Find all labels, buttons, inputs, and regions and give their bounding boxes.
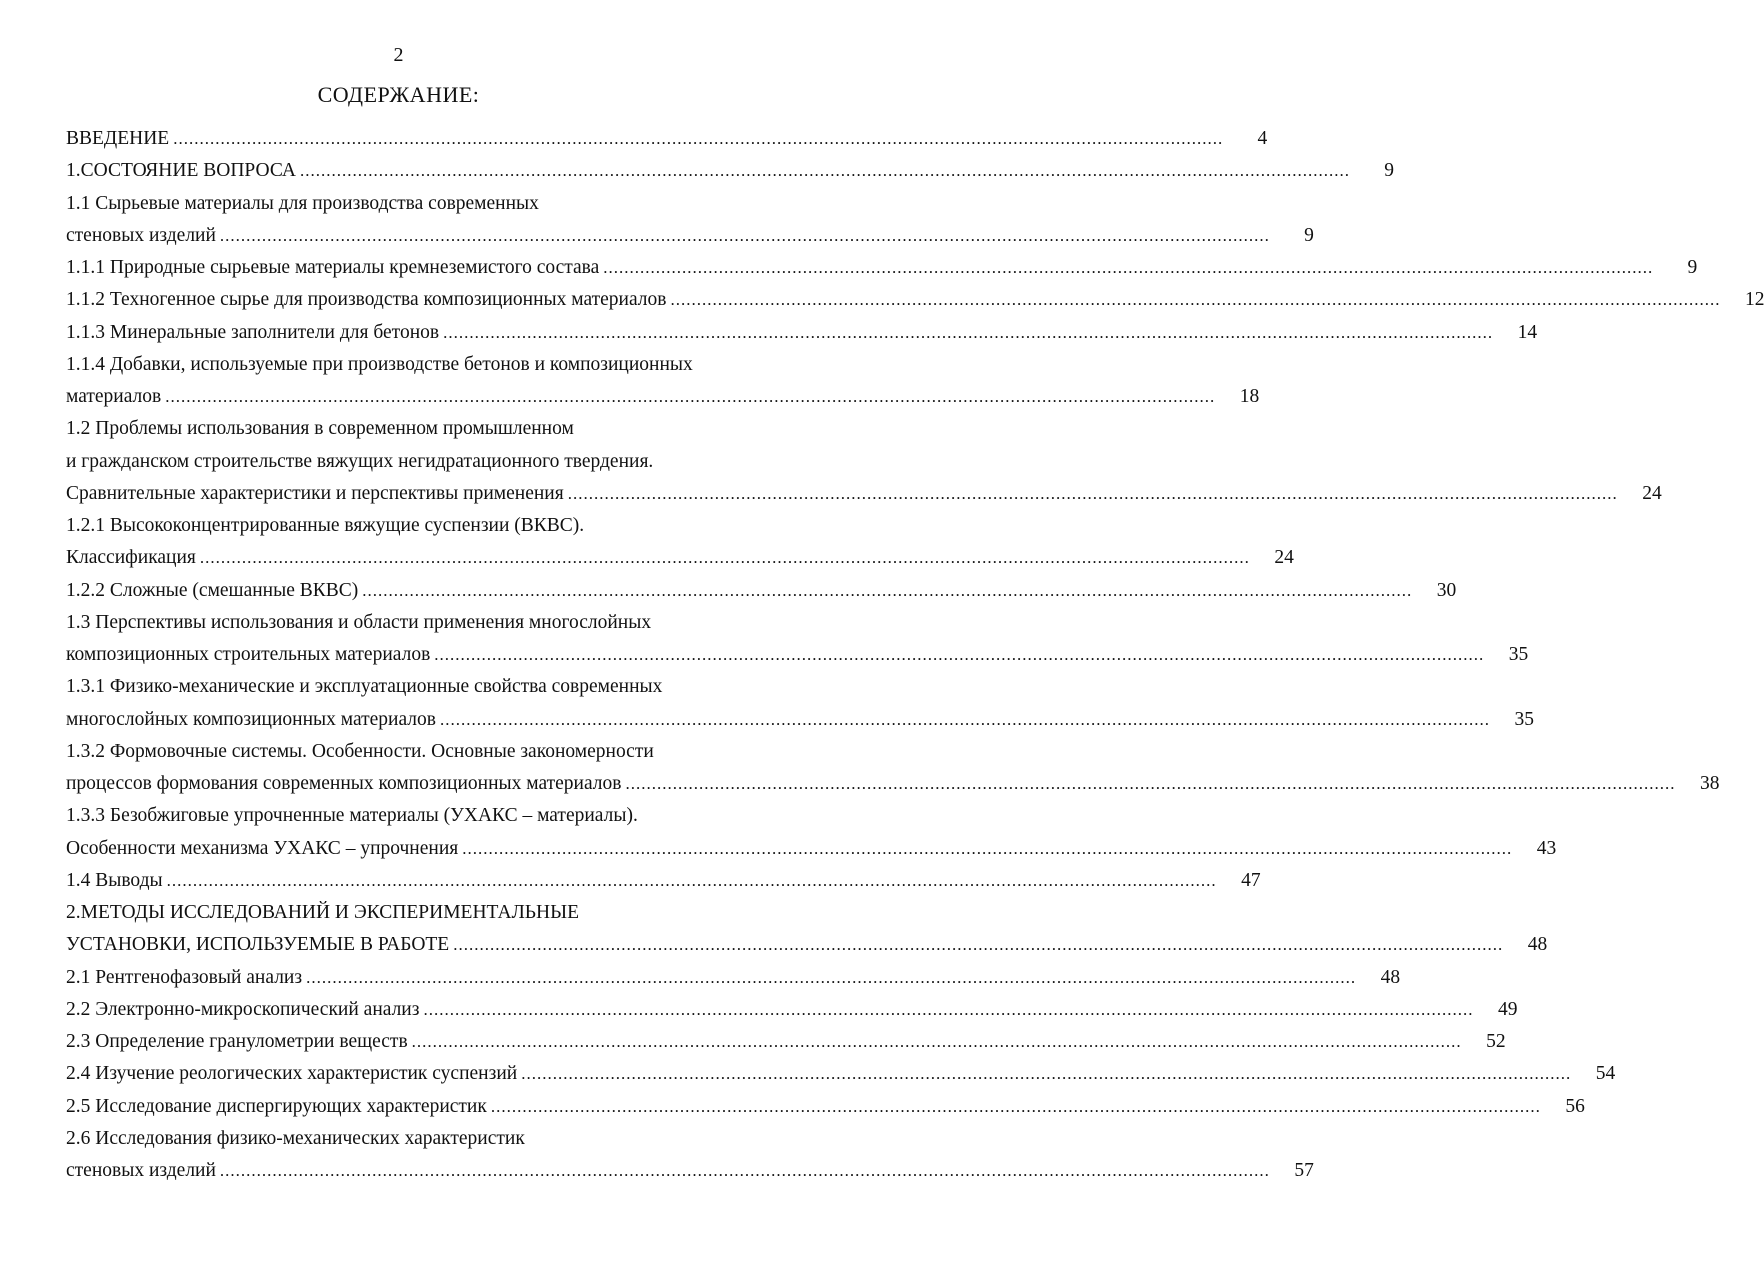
toc-page-number: 38: [1700, 773, 1720, 794]
toc-entry-title: 2.3 Определение гранулометрии веществ: [66, 1031, 408, 1052]
dot-leader: ........................................................................................................................................................................................................: [521, 1064, 1572, 1084]
toc-entry[interactable]: [66, 1063, 1616, 1095]
toc-page-number: 4: [1257, 128, 1268, 149]
toc-line: [66, 354, 770, 386]
toc-line: [66, 1160, 1314, 1192]
toc-entry-title: 1.1.1 Природные сырьевые материалы кремнеземистого состава: [66, 257, 600, 278]
toc-entry-title: 1.2.1 Высококонцентрированные вяжущие суспензии (ВКВС).: [66, 515, 585, 536]
toc-entry-title: и гражданском строительстве вяжущих негидратационного твердения.: [66, 450, 654, 472]
dot-leader: ........................................................................................................................................................................................................: [567, 483, 1618, 503]
toc-page-number: 49: [1497, 998, 1518, 1020]
dot-leader: ........................................................................................................................................................................................................: [219, 1161, 1270, 1180]
toc-entry-title: Сравнительные характеристики и перспективы применения: [66, 482, 564, 504]
toc-line: [66, 612, 770, 644]
toc-entry-title: многослойных композиционных материалов: [66, 708, 436, 730]
toc-entry[interactable]: [66, 515, 1294, 580]
toc-line: [66, 741, 770, 773]
toc-page-number: 52: [1486, 1031, 1506, 1052]
toc-page-number: 57: [1294, 1160, 1314, 1181]
toc-entry-title: Особенности механизма УХАКС – упрочнения: [66, 837, 459, 859]
dot-leader: ........................................................................................................................................................................................................: [603, 258, 1654, 277]
toc-line: [66, 451, 770, 483]
toc-line: [66, 257, 1698, 289]
toc-page-number: 56: [1565, 1095, 1585, 1117]
toc-entry-title: 1.1 Сырьевые материалы для производства современных: [66, 192, 539, 214]
toc-page-number: 48: [1527, 934, 1548, 956]
toc-entry[interactable]: [66, 128, 1268, 160]
toc-entry-title: 2.4 Изучение реологических характеристик суспензий: [66, 1063, 518, 1085]
toc-entry[interactable]: [66, 1095, 1585, 1128]
dot-leader: ........................................................................................................................................................................................................: [219, 225, 1270, 245]
toc-line: [66, 773, 1720, 805]
toc-page-number: 9: [1304, 224, 1314, 246]
toc-line: [66, 644, 1529, 676]
dot-leader: ........................................................................................................................................................................................................: [166, 870, 1217, 890]
toc-entry-title: 1.2 Проблемы использования в современном промышленном: [66, 418, 574, 440]
dot-leader: ........................................................................................................................................................................................................: [453, 935, 1504, 955]
toc-entry[interactable]: [66, 579, 1457, 612]
toc-entry-title: материалов: [66, 386, 162, 407]
toc-line: [66, 289, 1764, 321]
toc-page-number: 12: [1744, 289, 1764, 311]
page-number: 2: [393, 44, 404, 66]
toc-line: [66, 547, 1294, 579]
toc-entry[interactable]: [66, 289, 1764, 321]
dot-leader: ........................................................................................................................................................................................................: [434, 645, 1485, 664]
toc-entry-title: 2.5 Исследование диспергирующих характеристик: [66, 1095, 487, 1117]
toc-entry[interactable]: [66, 257, 1698, 289]
dot-leader: ........................................................................................................................................................................................................: [165, 387, 1216, 406]
toc-heading: СОДЕРЖАНИЕ:: [317, 82, 480, 107]
toc-page-number: 43: [1536, 837, 1557, 859]
dot-leader: ........................................................................................................................................................................................................: [411, 1032, 1462, 1051]
toc-entry-title: 2.6 Исследования физико-механических характеристик: [66, 1127, 525, 1149]
toc-line: [66, 1063, 1616, 1095]
toc-line: [66, 708, 1534, 741]
toc-entry[interactable]: [66, 160, 1394, 192]
toc-entry-title: 1.1.4 Добавки, используемые при производстве бетонов и композиционных: [66, 353, 693, 375]
toc-line: [66, 224, 1314, 257]
toc-entry-title: 1.1.3 Минеральные заполнители для бетонов: [66, 321, 440, 343]
toc-page-number: 35: [1514, 708, 1534, 730]
toc-page-number: 14: [1517, 321, 1538, 343]
toc-entry-title: 1.3.3 Безобжиговые упрочненные материалы (УХАКС – материалы).: [66, 805, 638, 827]
toc-line: [66, 1128, 770, 1160]
toc-page-number: 47: [1241, 869, 1261, 891]
dot-leader: ........................................................................................................................................................................................................: [670, 290, 1721, 310]
toc-line: [66, 1095, 1585, 1128]
toc-page-number: 18: [1239, 386, 1260, 407]
toc-line: [66, 934, 1548, 966]
toc-line: [66, 805, 770, 837]
toc-line: [66, 418, 770, 450]
toc-page-number: 30: [1436, 579, 1457, 601]
toc-line: [66, 1031, 1506, 1063]
toc-line: [66, 998, 1518, 1031]
toc-entry[interactable]: [66, 869, 1261, 902]
toc-line: [66, 676, 770, 708]
toc-entry[interactable]: [66, 676, 1534, 741]
toc-entry-title: 1.СОСТОЯНИЕ ВОПРОСА: [66, 160, 296, 182]
dot-leader: ........................................................................................................................................................................................................: [443, 322, 1494, 342]
toc-line: [66, 579, 1457, 612]
dot-leader: ........................................................................................................................................................................................................: [490, 1096, 1541, 1116]
toc-page-number: 9: [1687, 257, 1698, 278]
toc-entry-title: 2.1 Рентгенофазовый анализ: [66, 966, 303, 988]
toc-line: [66, 902, 770, 934]
toc-entry-title: 1.3.2 Формовочные системы. Особенности. Основные закономерности: [66, 740, 654, 762]
toc-entry[interactable]: [66, 192, 1314, 258]
toc-line: [66, 837, 1557, 870]
toc-line: [66, 869, 1261, 902]
toc-page-number: 48: [1380, 966, 1401, 988]
toc-entry[interactable]: [66, 966, 1401, 999]
toc-entry-title: ВВЕДЕНИЕ: [66, 128, 170, 149]
toc-entry-title: 1.2.2 Сложные (смешанные ВКВС): [66, 579, 359, 601]
toc-entry-title: композиционных строительных материалов: [66, 644, 431, 665]
toc-entry-title: процессов формования современных композиционных материалов: [66, 773, 622, 794]
dot-leader: ........................................................................................................................................................................................................: [440, 709, 1490, 729]
toc-line: [66, 482, 1662, 515]
toc-entry[interactable]: [66, 998, 1518, 1031]
toc-entry[interactable]: [66, 740, 1720, 806]
dot-leader: ........................................................................................................................................................................................................: [306, 967, 1357, 987]
toc-entry[interactable]: [66, 1127, 1314, 1193]
toc-page-number: 24: [1274, 547, 1294, 569]
toc-entry-title: стеновых изделий: [66, 1160, 216, 1181]
toc-entry-title: 2.МЕТОДЫ ИССЛЕДОВАНИЙ И ЭКСПЕРИМЕНТАЛЬНЫЕ: [66, 902, 579, 923]
toc-line: [66, 515, 770, 547]
dot-leader: ........................................................................................................................................................................................................: [299, 161, 1350, 181]
dot-leader: ........................................................................................................................................................................................................: [423, 999, 1474, 1019]
toc-entry[interactable]: [66, 353, 1260, 419]
toc-entry-title: 2.2 Электронно-микроскопический анализ: [66, 998, 420, 1020]
toc-entry[interactable]: [66, 1031, 1506, 1063]
toc-page-number: 24: [1642, 482, 1662, 504]
dot-leader: ........................................................................................................................................................................................................: [462, 838, 1513, 858]
table-of-contents: [66, 128, 1764, 1192]
toc-entry-title: 1.3 Перспективы использования и области применения многослойных: [66, 611, 652, 633]
toc-page-number: 54: [1595, 1063, 1616, 1085]
toc-page-number: 35: [1508, 644, 1529, 665]
toc-line: [66, 160, 1394, 192]
toc-entry[interactable]: [66, 805, 1557, 870]
toc-entry-title: Классификация: [66, 547, 196, 569]
toc-page-number: 9: [1384, 160, 1394, 182]
toc-line: [66, 966, 1401, 999]
toc-entry-title: УСТАНОВКИ, ИСПОЛЬЗУЕМЫЕ В РАБОТЕ: [66, 934, 450, 956]
toc-entry-title: 1.1.2 Техногенное сырье для производства композиционных материалов: [66, 289, 667, 311]
toc-entry[interactable]: [66, 902, 1548, 967]
toc-entry-title: 1.3.1 Физико-механические и эксплуатационные свойства современных: [66, 676, 663, 698]
toc-line: [66, 193, 770, 225]
toc-entry[interactable]: [66, 321, 1538, 354]
toc-line: [66, 128, 1268, 160]
toc-entry[interactable]: [66, 611, 1529, 677]
dot-leader: ........................................................................................................................................................................................................: [199, 548, 1250, 568]
toc-entry-title: стеновых изделий: [66, 224, 216, 246]
dot-leader: ........................................................................................................................................................................................................: [625, 774, 1676, 793]
toc-line: [66, 321, 1538, 354]
dot-leader: ........................................................................................................................................................................................................: [173, 129, 1224, 148]
toc-entry[interactable]: [66, 418, 1662, 515]
toc-line: [66, 386, 1260, 418]
dot-leader: ........................................................................................................................................................................................................: [362, 580, 1413, 600]
toc-entry-title: 1.4 Выводы: [66, 869, 163, 891]
